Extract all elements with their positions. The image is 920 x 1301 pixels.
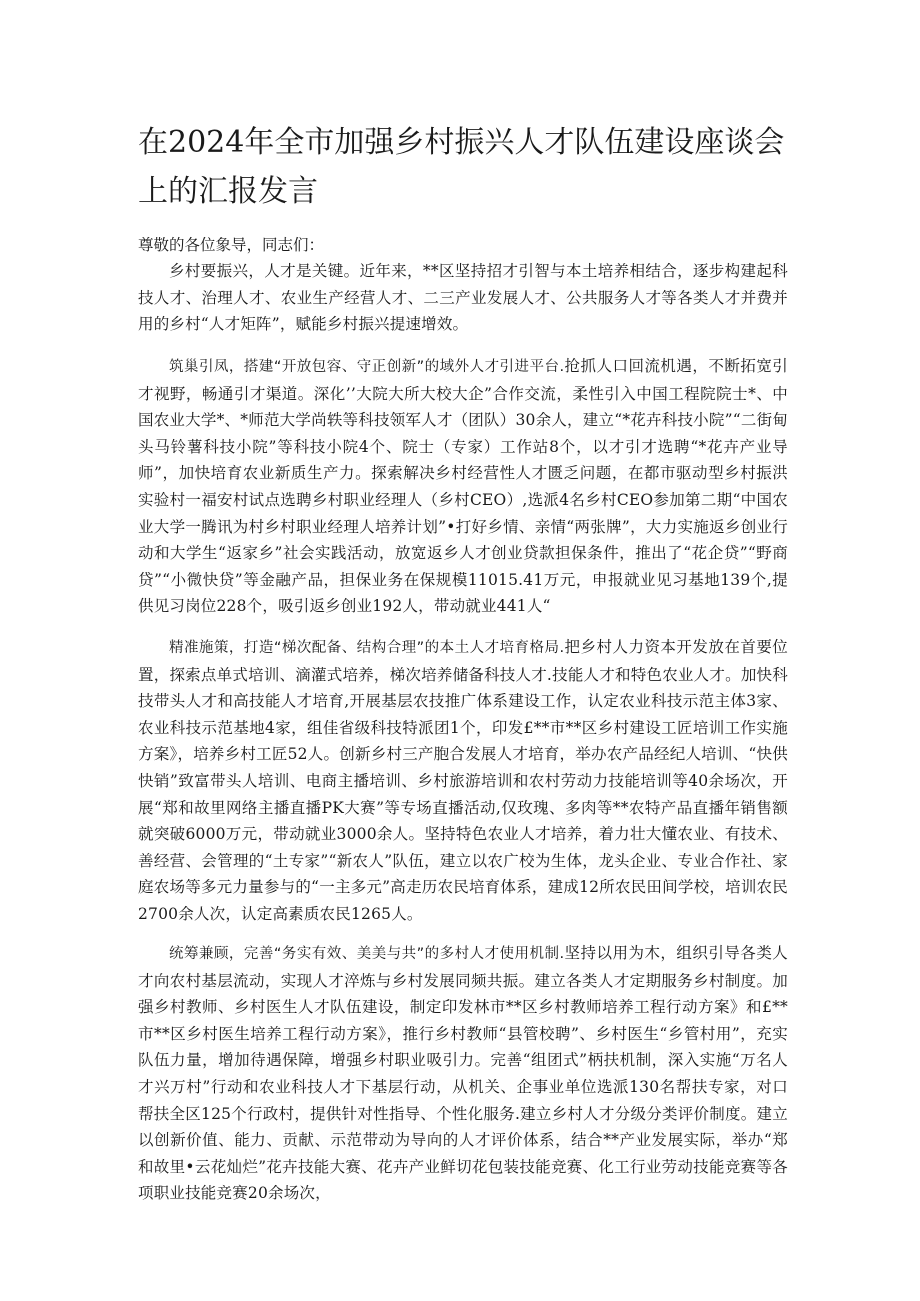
section-paragraph-local-cultivation <box>138 634 788 928</box>
section-body: 抢抓人口回流机遇，不断拓宽引才视野，畅通引才渠道。深化’’大院大所大校大企”合作交流，柔性引入中国工程院院士*、中国农业大学*、*师范大学尚轶等科技领军人才（团队）30余人，建立“*花卉科技小院”“二街甸头马铃薯科技小院”等科技小院4个、院士（专家）工作站8个，以才引才选聘“*花卉产业导师”，加快培育农业新质生产力。探索解决乡村经营性人才匮乏问题，在都市驱动型乡村振洪实验村一福安村试点选聘乡村职业经理人（乡村CEO）,选派4名乡村CEO参加第二期“中国农业大学一腾讯为村乡村职业经理人培养计划”•打好乡情、亲情“两张牌”，大力实施返乡创业行动和大学生“返家乡”社会实践活动，放宽返乡人才创业贷款担保条件，推出了“花企贷”“野商贷”“小微快贷”等金融产品，担保业务在保规模11015.41万元，申报就业见习基地139个,提供见习岗位228个，吸引返乡创业192人，带动就业441人“ <box>138 357 788 616</box>
section-lead: 精准施策，打造“梯次配备、结构合理”的本土人才培育格局. <box>169 640 565 656</box>
section-body: 坚持以用为木，组织引导各类人才向农村基层流动，实现人才淬炼与乡村发展同频共振。建立各类人才定期服务乡村制度。加强乡村教师、乡村医生人才队伍建设，制定印发林市**区乡村教师培养工程行动方案》和£**市**区乡村医生培养工程行动方案》，推行乡村教师“县管校聘”、乡村医生“乡管村用”，充实队伍力量，增加待遇保障，增强乡村职业吸引力。完善“组团式”柄扶机制，深入实施“万名人才兴万村”行动和农业科技人才下基层行动，从机关、企事业单位选派130名帮扶专家，对口帮扶全区125个行政村，提供针对性指导、个性化服务.建立乡村人才分级分类评价制度。建立以创新价值、能力、贡献、示范带动为导向的人才评价体系，结合**产业发展实际，举办“郑和故里•云花灿烂”花卉技能大赛、花卉产业鲜切花包装技能竞赛、化工行业劳动技能竞赛等各项职业技能竞赛20余场次， <box>138 944 788 1203</box>
section-lead: 统筹兼顾，完善“务实有效、美美与共”的多村人才使用机制. <box>169 946 565 962</box>
intro-paragraph: 乡村要振兴，人才是关键。近年来，**区坚持招才引智与本土培养相结合，逐步构建起科技人才、治理人才、农业生产经营人才、二三产业发展人才、公共服务人才等各类人才并费并用的乡村“人才矩阵”，赋能乡村振兴提速增效。 <box>138 262 788 334</box>
salutation: 尊敬的各位象导，同志们： <box>138 236 325 254</box>
document-title: 在2024年全市加强乡村振兴人才队伍建设座谈会上的汇报发言 <box>138 125 785 209</box>
section-lead: 筑巢引凤，搭建“开放包容、守正创新”的域外人才引进平台. <box>169 359 565 375</box>
section-paragraph-talent-usage <box>138 940 788 1207</box>
section-body: 把乡村人力资本开发放在首要位置，探索点单式培训、滴灌式培养，梯次培养储备科技人才.技能人才和特色农业人才。加快科技带头人才和高技能人才培育,开展基层农技推广体系建设工作，认定农业科技示范主体3家、农业科技示范基地4家，组佳省级科技特派团1个，印发£**市**区乡村建设工匠培训工作实施方案》，培养乡村工匠52人。创新乡村三产胞合发展人才培育，举办农产品经纪人培训、“快供快销”致富带头人培训、电商主播培训、乡村旅游培训和农村劳动力技能培训等40余场次，开展“郑和故里网络主播直播PK大赛”等专场直播活动,仅玫瑰、多肉等**农特产品直播年销售额就突破6000万元，带动就业3000余人。坚持特色农业人才培养，着力壮大懂农业、有技术、善经营、会管理的“土专家”“新农人”队伍，建立以农广校为生体，龙头企业、专业合作社、家庭农场等多元力量参与的“一主多元”高走历农民培育体系，建成12所农民田间学校，培训农民2700余人次，认定高素质农民1265人。 <box>138 638 788 923</box>
section-paragraph-talent-introduction <box>138 353 788 620</box>
